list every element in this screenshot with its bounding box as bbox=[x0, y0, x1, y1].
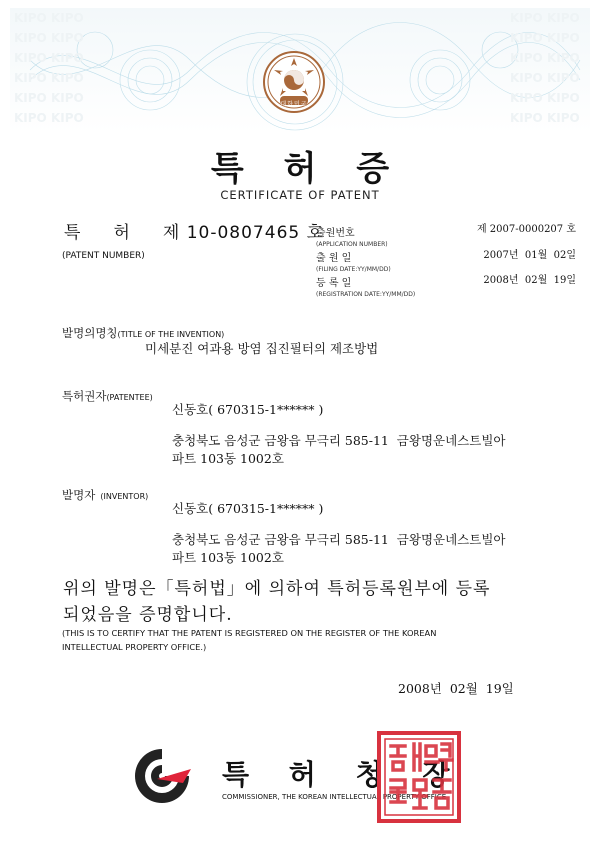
patentee-label: 특허권자 bbox=[62, 389, 107, 403]
certify-en-line2: INTELLECTUAL PROPERTY OFFICE.) bbox=[62, 642, 207, 652]
svg-text:KIPO KIPO: KIPO KIPO bbox=[510, 31, 580, 45]
patentee-name: 신동호( 670315-1****** ) bbox=[172, 402, 324, 417]
kipo-logo-icon bbox=[131, 745, 193, 807]
inventor-label: 발명자 bbox=[62, 488, 96, 502]
inventor-name: 신동호( 670315-1****** ) bbox=[172, 501, 324, 516]
svg-text:KIPO KIPO: KIPO KIPO bbox=[14, 51, 84, 65]
inventor-label-en: (INVENTOR) bbox=[100, 492, 149, 501]
application-label-en: (APPLICATION NUMBER) bbox=[316, 241, 388, 248]
svg-text:KIPO KIPO: KIPO KIPO bbox=[510, 91, 580, 105]
certify-line2: 되었음을 증명합니다. bbox=[63, 605, 233, 625]
svg-text:KIPO KIPO: KIPO KIPO bbox=[14, 71, 84, 85]
patentee-heading bbox=[62, 385, 153, 404]
registration-value: 2008년 02월 19일 bbox=[483, 275, 576, 286]
svg-text:KIPO KIPO: KIPO KIPO bbox=[510, 71, 580, 85]
patentee-address-line2: 파트 103동 1002호 bbox=[172, 451, 284, 466]
application-row bbox=[316, 221, 576, 248]
inventor-address-line1: 충청북도 음성군 금왕읍 무극리 585-11 금왕명운네스트빌아 bbox=[172, 532, 506, 547]
inventor-address-line2: 파트 103동 1002호 bbox=[172, 550, 284, 565]
certify-en-line1: (THIS IS TO CERTIFY THAT THE PATENT IS REGISTERED ON THE REGISTER OF THE KOREAN bbox=[62, 628, 437, 638]
filing-row bbox=[316, 246, 576, 273]
seal-text: 특허청장인 bbox=[416, 820, 422, 821]
application-value: 제 2007-0000207 호 bbox=[476, 224, 576, 235]
patentee-label-en: (PATENTEE) bbox=[106, 393, 153, 402]
certificate-subtitle: CERTIFICATE OF PATENT bbox=[220, 188, 380, 202]
invention-label-en: (TITLE OF THE INVENTION) bbox=[117, 330, 225, 339]
svg-text:KIPO KIPO: KIPO KIPO bbox=[510, 51, 580, 65]
office-name-en: COMMISSIONER, THE KOREAN INTELLECTUAL PROPERTY OFFICE bbox=[222, 793, 447, 801]
filing-label: 출 원 일 bbox=[316, 253, 352, 264]
certificate-title: 특 허 증 bbox=[210, 149, 404, 189]
office-name: 특 허 청 장 bbox=[222, 758, 465, 791]
svg-text:KIPO KIPO: KIPO KIPO bbox=[14, 91, 84, 105]
svg-text:KIPO KIPO: KIPO KIPO bbox=[14, 111, 84, 125]
inventor-heading bbox=[62, 484, 148, 503]
patent-number-label-en: (PATENT NUMBER) bbox=[62, 251, 145, 261]
patent-number-line bbox=[64, 218, 324, 243]
svg-text:KIPO KIPO: KIPO KIPO bbox=[14, 31, 84, 45]
issue-date: 2008년 02월 19일 bbox=[398, 681, 514, 696]
invention-label: 발명의명칭 bbox=[62, 326, 118, 340]
patent-number-value: 10-0807465 bbox=[186, 223, 301, 243]
invention-title: 미세분진 여과용 방염 집진필터의 제조방법 bbox=[145, 341, 379, 356]
patent-number-label: 특 허 제 bbox=[64, 223, 181, 243]
svg-text:KIPO KIPO: KIPO KIPO bbox=[510, 111, 580, 125]
filing-label-en: (FILING DATE:YY/MM/DD) bbox=[316, 266, 391, 273]
filing-value: 2007년 01월 02일 bbox=[483, 250, 576, 261]
registration-row bbox=[316, 271, 576, 298]
emblem-text: 대한민국 bbox=[280, 101, 308, 108]
registration-label-en: (REGISTRATION DATE:YY/MM/DD) bbox=[316, 291, 416, 298]
patent-number-suffix: 호 bbox=[306, 223, 325, 243]
certify-line1: 위의 발명은「특허법」에 의하여 특허등록원부에 등록 bbox=[63, 579, 491, 599]
application-label: 출원번호 bbox=[316, 228, 355, 239]
registration-label: 등 록 일 bbox=[316, 278, 352, 289]
official-seal bbox=[376, 730, 462, 824]
svg-text:KIPO KIPO: KIPO KIPO bbox=[510, 11, 580, 25]
patentee-address-line1: 충청북도 음성군 금왕읍 무극리 585-11 금왕명운네스트빌아 bbox=[172, 433, 506, 448]
watermark-text: KIPO KIPO bbox=[14, 11, 84, 25]
